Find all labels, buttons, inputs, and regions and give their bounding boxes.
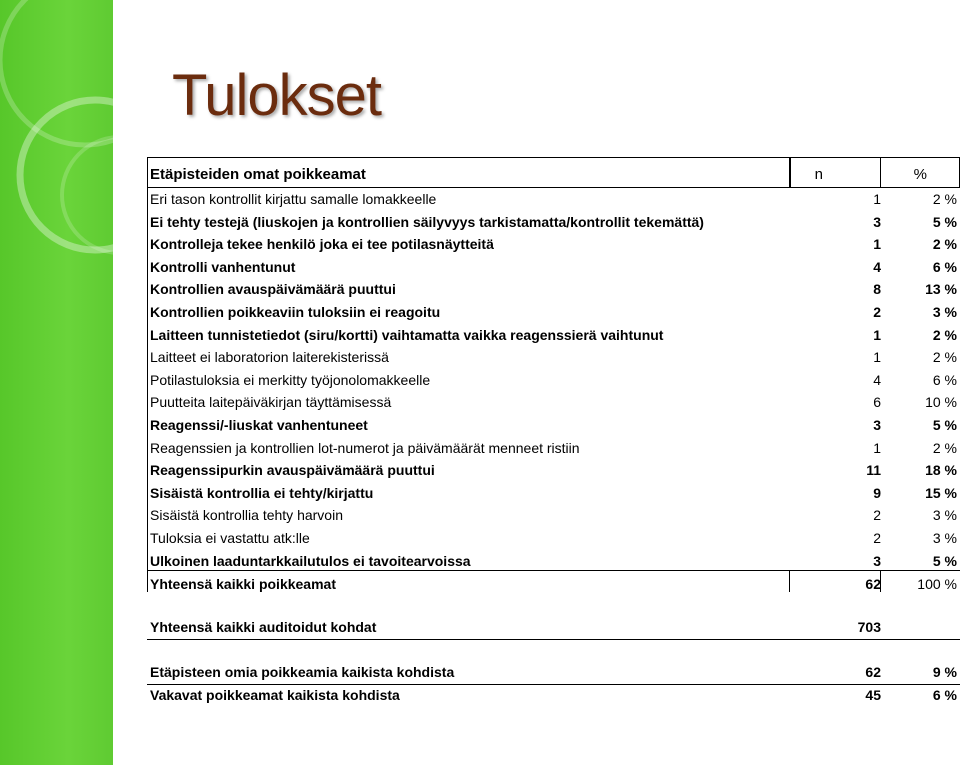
table-row (147, 256, 960, 279)
summary-label: Etäpisteen omia poikkeamia kaikista kohdista (150, 664, 455, 680)
row-label: Potilastuloksia ei merkitty työjonolomakkeelle (150, 371, 431, 388)
total-pct: 100 % (917, 576, 957, 593)
table-header (147, 158, 960, 188)
deviation-table (147, 158, 960, 594)
total-n: 62 (865, 576, 881, 593)
decorative-circles (0, 0, 113, 765)
row-label: Kontrolleja tekee henkilö joka ei tee potilasnäytteitä (150, 236, 494, 253)
row-n: 4 (873, 371, 881, 388)
table-row (147, 278, 960, 301)
row-n: 1 (873, 326, 881, 343)
summary-row (147, 661, 960, 683)
row-n: 8 (873, 281, 881, 298)
summary-row (147, 684, 960, 706)
audited-label: Yhteensä kaikki auditoidut kohdat (150, 619, 377, 635)
row-n: 6 (873, 394, 881, 411)
table-row (147, 414, 960, 437)
row-n: 11 (866, 462, 881, 479)
row-pct: 10 % (925, 394, 957, 411)
row-pct: 3 % (932, 303, 957, 320)
row-n: 3 (873, 552, 881, 569)
table-row (147, 188, 960, 211)
row-pct: 3 % (932, 507, 957, 524)
row-pct: 5 % (932, 552, 957, 569)
row-label: Ulkoinen laaduntarkkailutulos ei tavoitearvoissa (150, 552, 471, 569)
table-row (147, 233, 960, 256)
row-n: 4 (873, 258, 881, 275)
table-row (147, 527, 960, 550)
row-pct: 15 % (925, 484, 957, 501)
row-pct: 2 % (932, 191, 957, 207)
table-row (147, 459, 960, 482)
row-pct: 6 % (932, 258, 957, 275)
column-header-n: n (814, 166, 823, 183)
row-n: 1 (873, 191, 881, 207)
row-pct: 18 % (925, 462, 957, 479)
table-header-label: Etäpisteiden omat poikkeamat (150, 166, 366, 183)
row-n: 3 (873, 416, 881, 433)
row-pct: 3 % (932, 529, 957, 546)
table-row (147, 550, 960, 573)
table-row (147, 211, 960, 234)
total-label: Yhteensä kaikki poikkeamat (150, 576, 336, 593)
summary-n: 45 (865, 687, 881, 703)
table-row (147, 369, 960, 392)
page-title: Tulokset (172, 63, 382, 128)
row-pct: 2 % (932, 236, 957, 253)
row-pct: 13 % (925, 281, 957, 298)
audited-row (147, 616, 960, 638)
row-n: 9 (873, 484, 881, 501)
row-label: Kontrollien poikkeaviin tuloksiin ei reagoitu (150, 303, 441, 320)
row-label: Tuloksia ei vastattu atk:lle (150, 529, 310, 546)
row-pct: 5 % (932, 416, 957, 433)
row-n: 2 (873, 303, 881, 320)
table-row (147, 324, 960, 347)
table-row (147, 301, 960, 324)
table-row (147, 346, 960, 369)
row-n: 1 (873, 236, 881, 253)
summary-pct: 6 % (932, 687, 957, 703)
green-sidebar (0, 0, 113, 765)
row-n: 1 (873, 349, 881, 366)
summary-pct: 9 % (932, 664, 957, 680)
row-label: Reagenssien ja kontrollien lot-numerot ja päivämäärät menneet ristiin (150, 439, 580, 456)
row-n: 2 (873, 529, 881, 546)
row-pct: 5 % (932, 213, 957, 230)
row-label: Ei tehty testejä (liuskojen ja kontrollien säilyvyys tarkistamatta/kontrollit tekemättä) (150, 213, 704, 230)
row-pct: 2 % (932, 349, 957, 366)
row-label: Kontrollien avauspäivämäärä puuttui (150, 281, 396, 298)
row-pct: 2 % (932, 439, 957, 456)
table-row (147, 391, 960, 414)
row-label: Sisäistä kontrollia tehty harvoin (150, 507, 343, 524)
row-pct: 6 % (932, 371, 957, 388)
row-n: 3 (873, 213, 881, 230)
row-label: Sisäistä kontrollia ei tehty/kirjattu (150, 484, 374, 501)
table-row (147, 482, 960, 505)
audited-border (147, 639, 960, 640)
row-n: 2 (873, 507, 881, 524)
row-pct: 2 % (932, 326, 957, 343)
column-header-pct: % (913, 166, 927, 183)
summary-label: Vakavat poikkeamat kaikista kohdista (150, 687, 400, 703)
table-row (147, 504, 960, 527)
row-label: Eri tason kontrollit kirjattu samalle lomakkeelle (150, 191, 437, 207)
table-row (147, 437, 960, 460)
audited-n: 703 (857, 619, 881, 635)
row-label: Laitteen tunnistetiedot (siru/kortti) vaihtamatta vaikka reagenssierä vaihtunut (150, 326, 664, 343)
row-label: Kontrolli vanhentunut (150, 258, 296, 275)
row-label: Reagenssipurkin avauspäivämäärä puuttui (150, 462, 435, 479)
summary-n: 62 (865, 664, 881, 680)
row-n: 1 (873, 439, 881, 456)
row-label: Puutteita laitepäiväkirjan täyttämisessä (150, 394, 392, 411)
row-label: Reagenssi/-liuskat vanhentuneet (150, 416, 368, 433)
total-row (147, 572, 960, 594)
row-label: Laitteet ei laboratorion laiterekisterissä (150, 349, 389, 366)
